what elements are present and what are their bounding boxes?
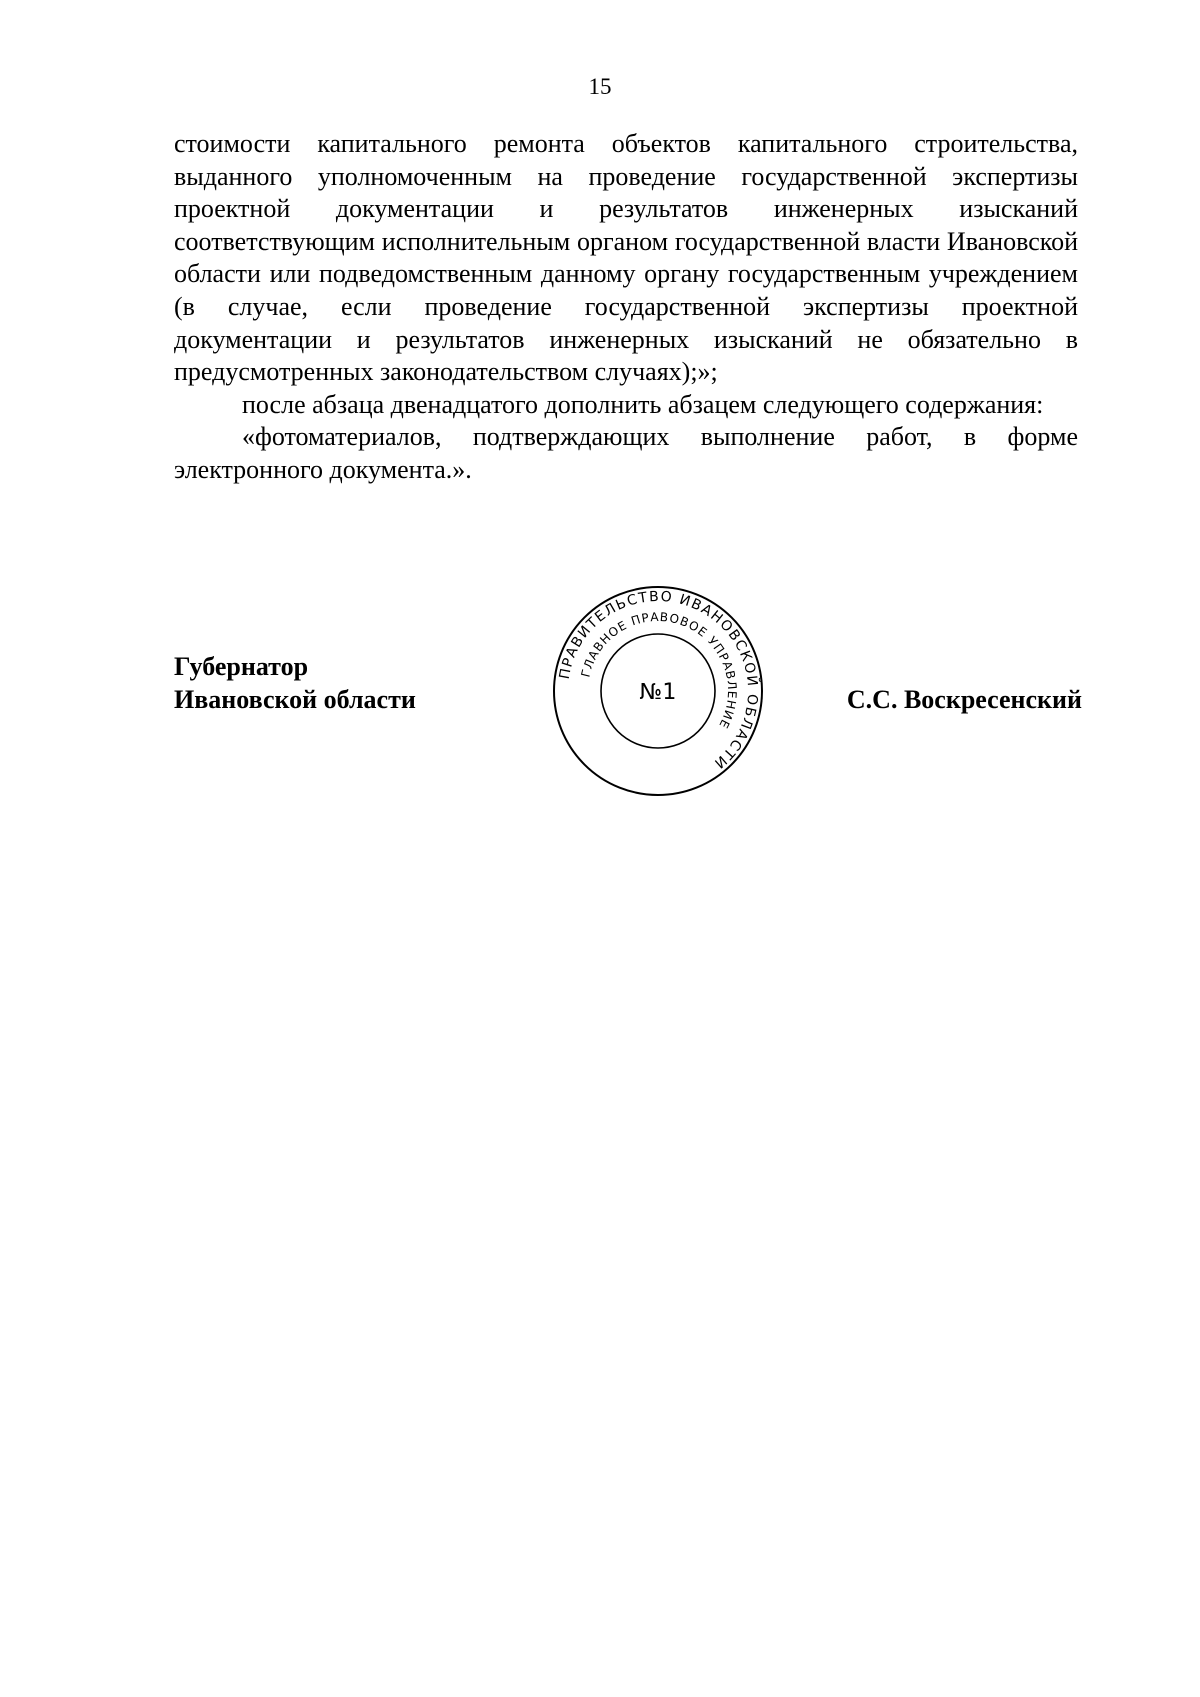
official-seal-graphic [552,585,764,797]
seal-number: №1 [639,680,677,705]
paragraph-1: стоимости капитального ремонта объектов капитального строительства, выданного уполномоченным на проведение государственной экспертизы проектной документации и результатов инженерных изысканий соответствующим исполнительным органом государственной власти Ивановской области или подведомственным данному органу государственным учреждением (в случае, если проведение государственной экспертизы проектной документации и результатов инженерных изысканий не обязательно в предусмотренных законодательством случаях);»; [174,129,1078,387]
signatory-position [174,650,416,716]
position-line-2: Ивановской области [174,685,416,714]
official-seal [552,585,764,797]
page-number: 15 [588,74,612,99]
position-line-1: Губернатор [174,652,309,681]
signatory-name: С.С. Воскресенский [846,685,1082,714]
paragraph-3: «фотоматериалов, подтверждающих выполнение работ, в форме электронного документа.». [174,422,1078,484]
paragraph-2: после абзаца двенадцатого дополнить абзацем следующего содержания: [242,389,1044,419]
document-body [174,128,1078,487]
seal-inner-text: ГЛАВНОЕ ПРАВОВОЕ УПРАВЛЕНИЕ [578,609,740,732]
seal-outer-text: ПРАВИТЕЛЬСТВО ИВАНОВСКОЙ ОБЛАСТИ [556,588,761,772]
